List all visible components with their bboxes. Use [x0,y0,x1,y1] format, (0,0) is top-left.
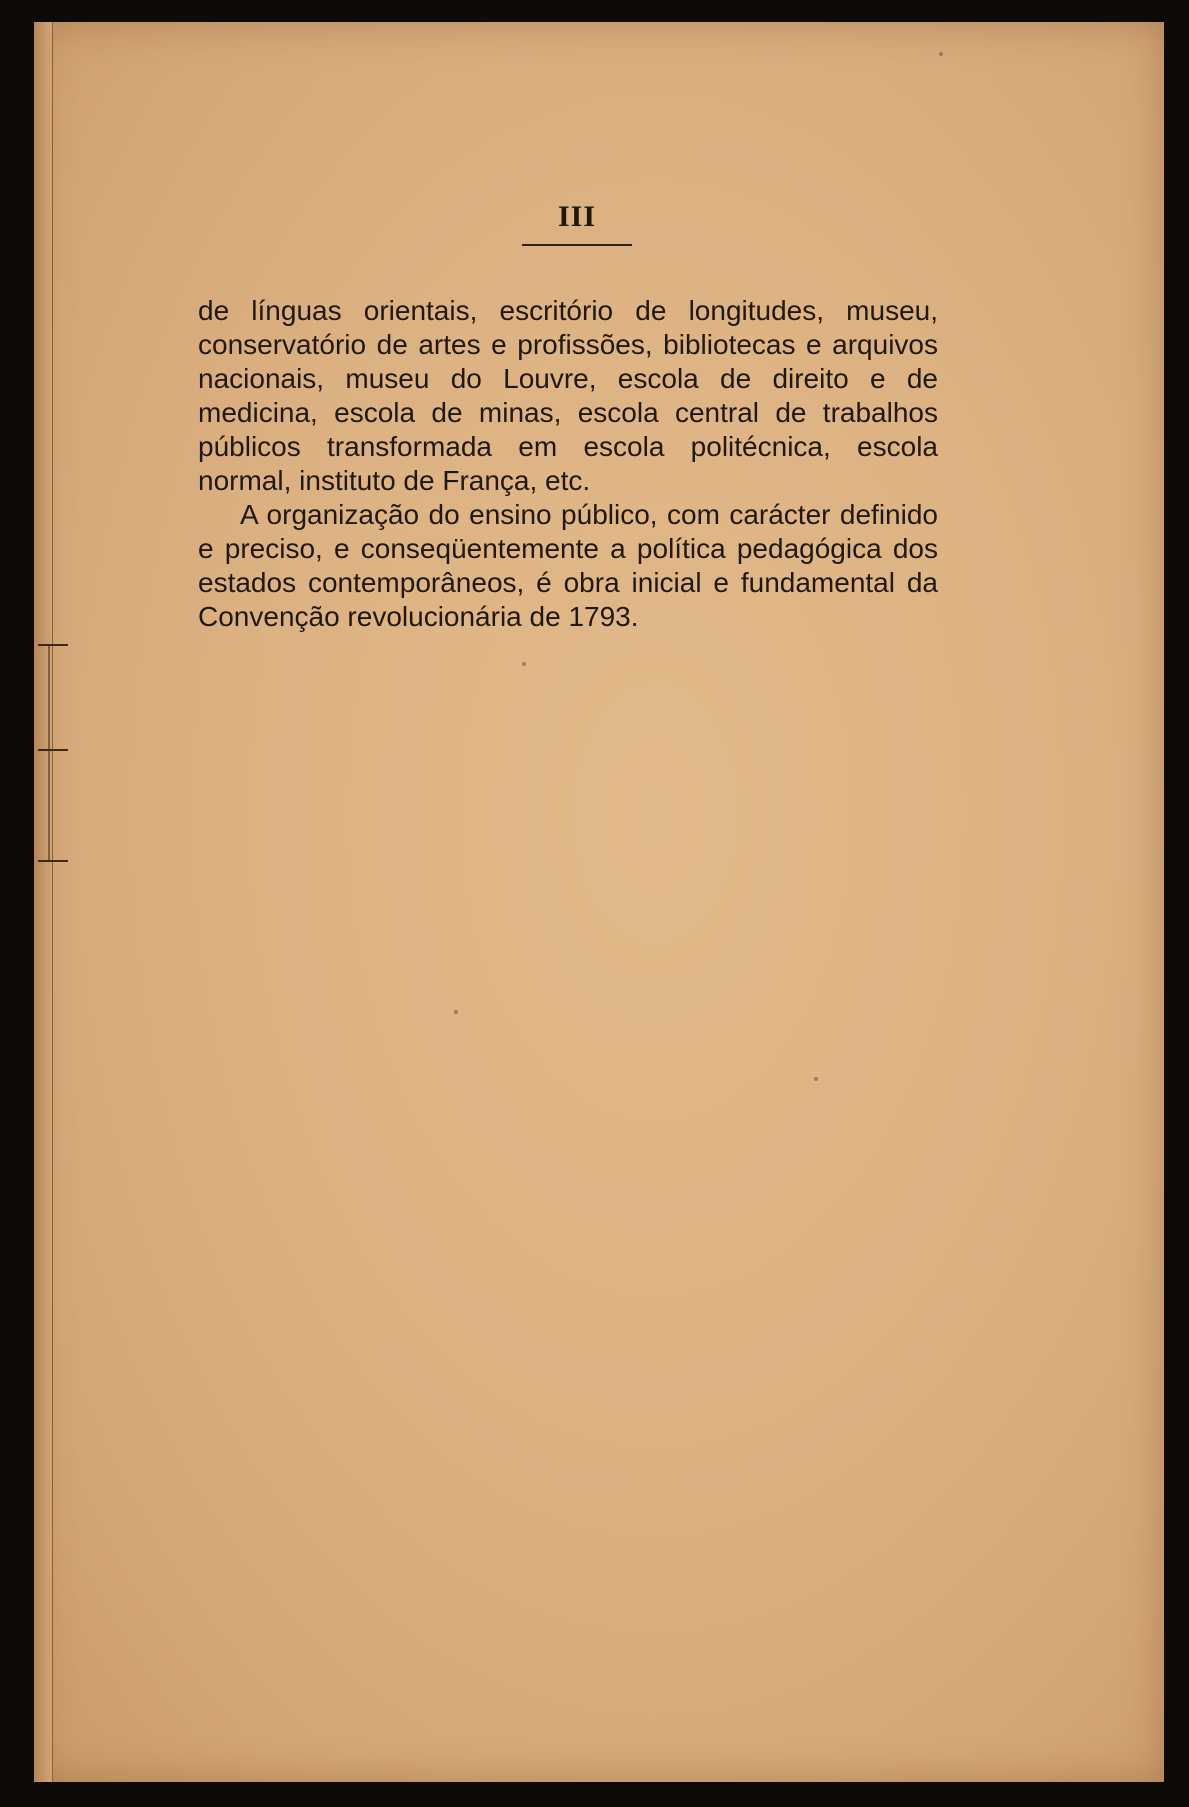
page-number: III [557,200,597,233]
paper-sheet [34,22,1164,1782]
paper-speck [814,1077,818,1081]
paper-speck [522,662,526,666]
binding-edge [34,22,53,1782]
binding-stitch [38,749,68,751]
binding-stitch [38,644,68,646]
paper-speck [939,52,943,56]
page-number-rule [522,244,632,246]
paragraph: A organização do ensino público, com carácter definido e preciso, e conseqüentemente a política pedagógica dos estados contemporâneos, é obra inicial e fundamental da Convenção revolucionária de 1793. [198,499,938,632]
paper-speck [454,1010,458,1014]
binding-thread [48,644,50,860]
paragraph: de línguas orientais, escritório de longitudes, museu, conservatório de artes e profissões, bibliotecas e arquivos nacionais, museu do Louvre, escola de direito e de medicina, escola de minas, escola central de trabalhos públicos transformada em escola politécnica, escola normal, instituto de França, etc. [198,295,938,496]
body-text [198,294,938,634]
binding-stitch [38,860,68,862]
